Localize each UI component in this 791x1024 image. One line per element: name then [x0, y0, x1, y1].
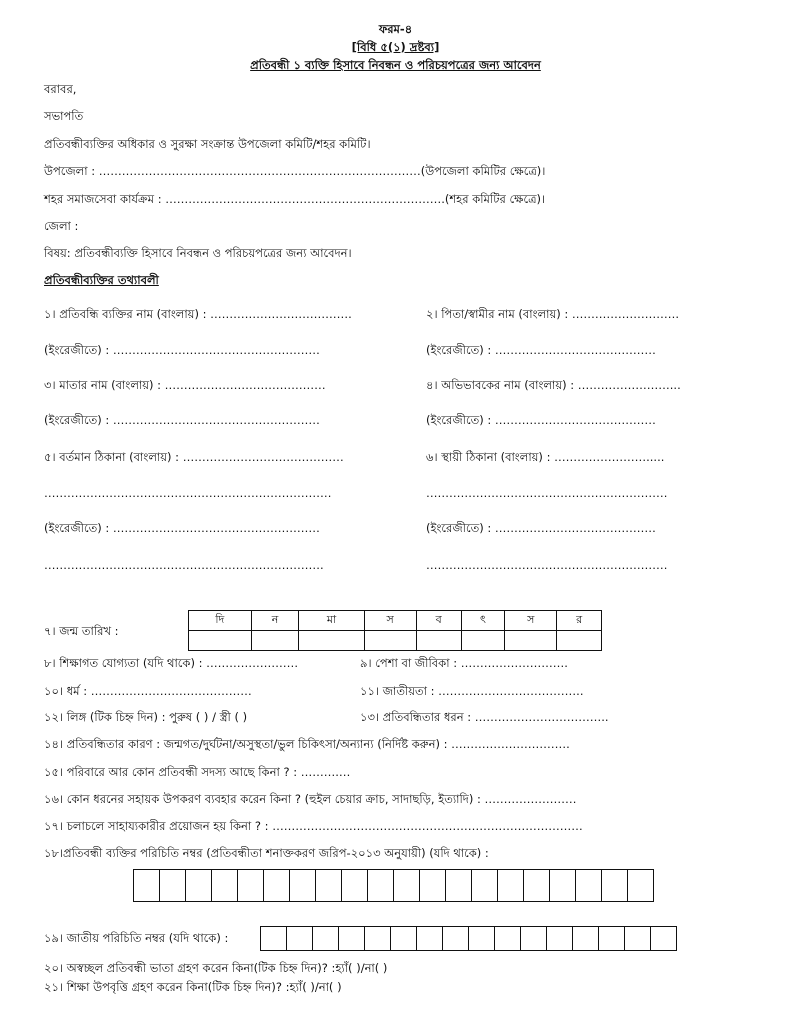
id-digit-box[interactable] — [419, 869, 446, 902]
field-14-disability-cause[interactable]: ১৪। প্রতিবন্ধিতার কারণ : জন্মগত/দুর্ঘটনা/অসুস্থতা/ভুল চিকিৎসা/অন্যান্য (নির্দিষ্ট করুন) : …………………………. — [44, 737, 570, 751]
dob-input-cell[interactable] — [189, 631, 252, 651]
district-field[interactable]: জেলা : — [44, 219, 79, 233]
id-digit-box[interactable] — [572, 926, 599, 951]
id-digit-box[interactable] — [520, 926, 547, 951]
dob-input-cell[interactable] — [505, 631, 557, 651]
field-7-dob-label: ৭। জন্ম তারিখ : — [44, 624, 119, 638]
id-digit-box[interactable] — [289, 869, 316, 902]
field-12-gender[interactable]: ১২। লিঙ্গ (টিক চিহ্ন দিন) : পুরুষ ( ) / স্ত্রী ( ) — [44, 710, 248, 724]
field-3-mother-name-bn[interactable]: ৩। মাতার নাম (বাংলায়) : …………………………………… — [44, 378, 326, 392]
field-6-permanent-address-line[interactable]: ……………………………………………………… — [426, 486, 668, 500]
field-9-occupation[interactable]: ৯। পেশা বা জীবিকা : ………………………. — [360, 656, 568, 670]
field-21-stipend[interactable]: ২১। শিক্ষা উপবৃত্তি গ্রহণ করেন কিনা(টিক চিহ্ন দিন)? :হ্যাঁ( )/না( ) — [44, 980, 342, 994]
id-digit-box[interactable] — [546, 926, 573, 951]
id-digit-box[interactable] — [601, 869, 628, 902]
id-digit-box[interactable] — [341, 869, 368, 902]
national-id-boxes[interactable] — [261, 926, 677, 951]
id-digit-box[interactable] — [185, 869, 212, 902]
id-digit-box[interactable] — [442, 926, 469, 951]
id-digit-box[interactable] — [627, 869, 654, 902]
dob-input-cell[interactable] — [299, 631, 364, 651]
dob-input-cell[interactable] — [416, 631, 461, 651]
field-5-present-address-en-line[interactable]: ………………………………………………………………. — [44, 558, 324, 572]
field-16-assistive-device[interactable]: ১৬। কোন ধরনের সহায়ক উপকরণ ব্যবহার করেন কিনা ? (হুইল চেয়ার ক্রাচ, সাদাছড়ি, ইত্যাদি) : …………………… — [44, 792, 577, 806]
field-15-family-disabled[interactable]: ১৫। পরিবারে আর কোন প্রতিবন্ধী সদস্য আছে কিনা ? : ……….… — [44, 765, 351, 779]
field-2-father-name-en[interactable]: (ইংরেজীতে) : …………………………………… — [426, 343, 656, 357]
dob-header-cell: স — [364, 611, 416, 631]
dob-input-cell[interactable] — [461, 631, 504, 651]
id-digit-box[interactable] — [416, 926, 443, 951]
id-digit-box[interactable] — [237, 869, 264, 902]
field-4-guardian-name-en[interactable]: (ইংরেজীতে) : …………………………………… — [426, 413, 656, 427]
field-8-education[interactable]: ৮। শিক্ষাগত যোগ্যতা (যদি থাকে) : …………………… — [44, 656, 299, 670]
id-digit-box[interactable] — [263, 869, 290, 902]
id-digit-box[interactable] — [468, 926, 495, 951]
id-digit-box[interactable] — [338, 926, 365, 951]
address-committee: প্রতিবন্ধীব্যক্তির অধিকার ও সুরক্ষা সংক্রান্ত উপজেলা কমিটি/শহর কমিটি। — [44, 137, 371, 151]
id-digit-box[interactable] — [575, 869, 602, 902]
id-digit-box[interactable] — [367, 869, 394, 902]
address-to: বরাবর, — [44, 82, 77, 96]
subject-line: বিষয়: প্রতিবন্ধীব্যক্তি হিসাবে নিবন্ধন ও পরিচয়পত্রের জন্য আবেদন। — [44, 246, 352, 260]
field-10-religion[interactable]: ১০। ধর্ম : …………………………………… — [44, 684, 252, 698]
id-digit-box[interactable] — [624, 926, 651, 951]
dob-input-cell[interactable] — [364, 631, 416, 651]
id-digit-box[interactable] — [494, 926, 521, 951]
rule-reference: [বিধি ৫(১) দ্রষ্টব্য] — [351, 40, 440, 54]
field-13-disability-type[interactable]: ১৩। প্রতিবন্ধিতার ধরন : …………………………….. — [360, 710, 609, 724]
id-digit-box[interactable] — [133, 869, 160, 902]
id-digit-box[interactable] — [312, 926, 339, 951]
id-digit-box[interactable] — [523, 869, 550, 902]
address-chair: সভাপতি — [44, 109, 84, 123]
id-digit-box[interactable] — [471, 869, 498, 902]
dob-input-cell[interactable] — [557, 631, 602, 651]
disability-id-boxes[interactable] — [134, 869, 654, 902]
dob-header-cell: ব — [416, 611, 461, 631]
id-digit-box[interactable] — [549, 869, 576, 902]
id-digit-box[interactable] — [364, 926, 391, 951]
dob-grid — [188, 610, 602, 651]
section-title: প্রতিবন্ধীব্যক্তির তথ্যাবলী — [44, 273, 159, 287]
id-digit-box[interactable] — [650, 926, 677, 951]
field-20-allowance[interactable]: ২০। অস্বচ্ছল প্রতিবন্ধী ভাতা গ্রহণ করেন কিনা(টিক চিহ্ন দিন)? :হ্যাঁ( )/না( ) — [44, 961, 388, 975]
id-digit-box[interactable] — [497, 869, 524, 902]
dob-header-cell: স — [505, 611, 557, 631]
field-1-name-en[interactable]: (ইংরেজীতে) : ……………………………………………… — [44, 343, 320, 357]
id-digit-box[interactable] — [598, 926, 625, 951]
dob-header-cell: মা — [299, 611, 364, 631]
city-field[interactable]: শহর সমাজসেবা কার্যক্রম : ……………………………………………………………….(শহর কমিটির ক্ষেত্রে)। — [44, 192, 546, 206]
field-17-mobility-assistant[interactable]: ১৭। চলাচলে সাহায্যকারীর প্রয়োজন হয় কিনা ? : ……………………………………………………………………… — [44, 819, 583, 833]
id-digit-box[interactable] — [315, 869, 342, 902]
dob-header-cell: ন — [251, 611, 299, 631]
id-digit-box[interactable] — [211, 869, 238, 902]
id-digit-box[interactable] — [390, 926, 417, 951]
dob-header-cell: দি — [189, 611, 252, 631]
field-6-permanent-address-bn[interactable]: ৬। স্থায়ী ঠিকানা (বাংলায়) : ……………………..... — [426, 450, 665, 464]
field-3-mother-name-en[interactable]: (ইংরেজীতে) : ……………………………………………… — [44, 413, 320, 427]
form-title: প্রতিবন্ধী ১ ব্যক্তি হিসাবে নিবন্ধন ও পরিচয়পত্রের জন্য আবেদন — [250, 58, 541, 72]
dob-header-cell: ৎ — [461, 611, 504, 631]
field-11-nationality[interactable]: ১১। জাতীয়তা : ……………………………….. — [360, 684, 584, 698]
dob-input-cell[interactable] — [251, 631, 299, 651]
field-1-name-bn[interactable]: ১। প্রতিবন্ধি ব্যক্তির নাম (বাংলায়) : ………………………………. — [44, 307, 352, 321]
field-18-disability-id-label: ১৮।প্রতিবন্ধী ব্যক্তির পরিচিতি নম্বর (প্রতিবন্ধীতা শনাক্তকরণ জরিপ-২০১৩ অনুযায়ী) (যদি থাকে) : — [44, 846, 489, 860]
upazila-field[interactable]: উপজেলা : …………………………………………………………………………(উপজেলা কমিটির ক্ষেত্রে)। — [44, 164, 546, 178]
field-2-father-name-bn[interactable]: ২। পিতা/স্বামীর নাম (বাংলায়) : ………………………. — [426, 307, 680, 321]
id-digit-box[interactable] — [260, 926, 287, 951]
dob-header-cell: র — [557, 611, 602, 631]
field-5-present-address-bn[interactable]: ৫। বর্তমান ঠিকানা (বাংলায়) : …………………………………… — [44, 450, 344, 464]
field-19-nid-label: ১৯। জাতীয় পরিচিতি নম্বর (যদি থাকে) : — [44, 931, 229, 945]
field-5-present-address-en[interactable]: (ইংরেজীতে) : ……………………………………………… — [44, 521, 320, 535]
id-digit-box[interactable] — [445, 869, 472, 902]
field-4-guardian-name-bn[interactable]: ৪। অভিভাবকের নাম (বাংলায়) : ……………………... — [426, 378, 681, 392]
id-digit-box[interactable] — [286, 926, 313, 951]
field-5-present-address-line[interactable]: ………………………………………………………………… — [44, 486, 332, 500]
id-digit-box[interactable] — [393, 869, 420, 902]
form-number: ফরম-৪ — [378, 22, 413, 36]
id-digit-box[interactable] — [159, 869, 186, 902]
field-6-permanent-address-en-line[interactable]: ……………………………………………………… — [426, 558, 668, 572]
field-6-permanent-address-en[interactable]: (ইংরেজীতে) : …………………………………… — [426, 521, 656, 535]
